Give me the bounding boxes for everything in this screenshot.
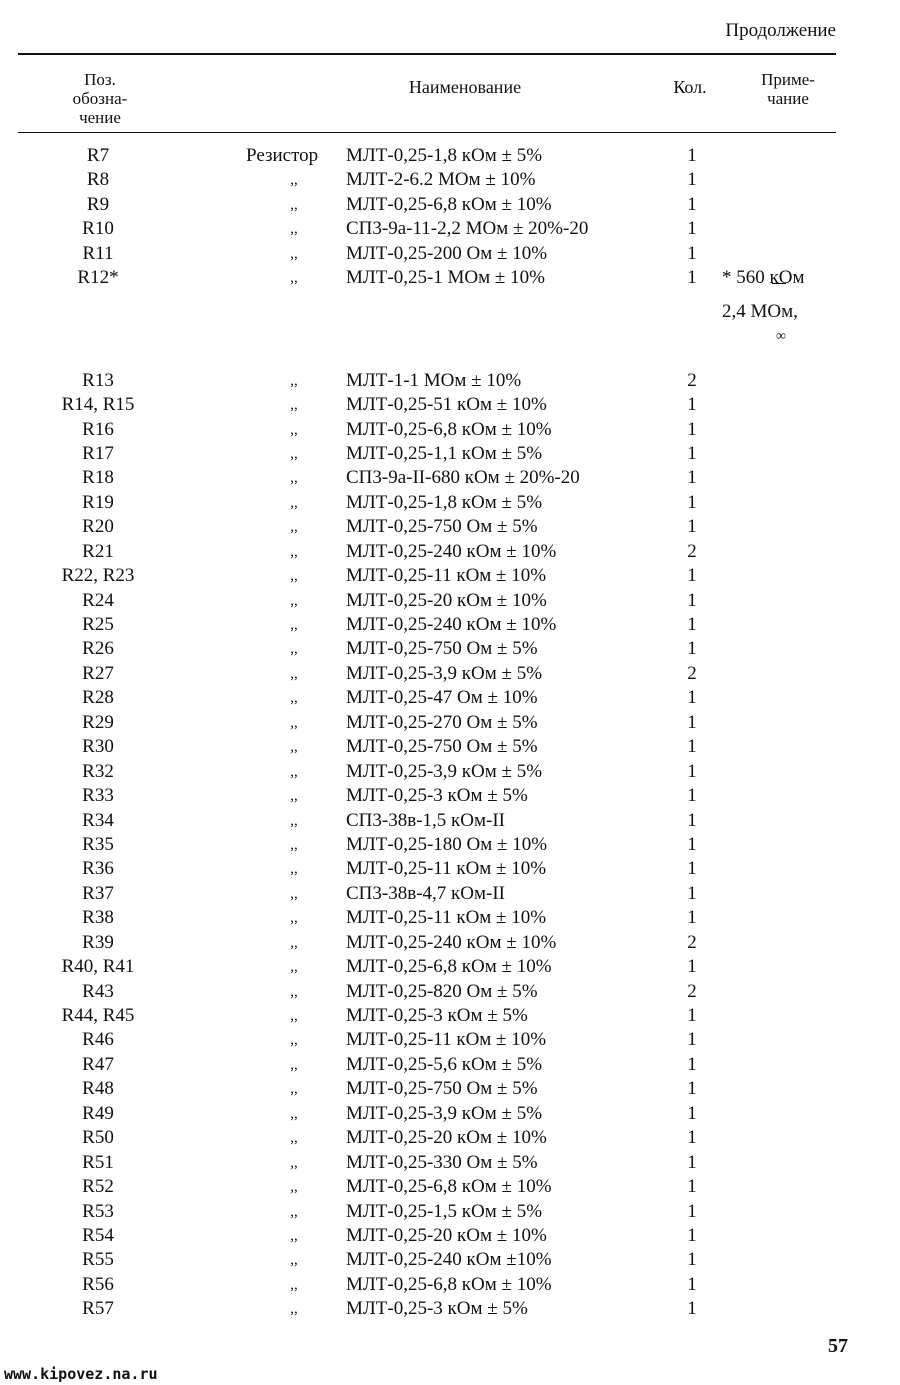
table-row bbox=[0, 540, 900, 564]
parts-table-body bbox=[0, 144, 900, 1322]
row-position: R52 bbox=[82, 1176, 114, 1198]
header-position-line1: Поз. bbox=[84, 70, 116, 89]
row-ditto-mark: ,, bbox=[290, 196, 298, 213]
row-name: МЛТ-0,25-240 кОм ± 10% bbox=[346, 614, 557, 635]
row-quantity: 1 bbox=[687, 1200, 697, 1222]
row-position: R35 bbox=[82, 833, 114, 855]
row-quantity: 1 bbox=[687, 145, 697, 166]
table-row bbox=[0, 1102, 900, 1126]
row-name: МЛТ-0,25-750 Ом ± 5% bbox=[346, 516, 538, 538]
row-ditto-mark: ,, bbox=[290, 397, 298, 414]
row-quantity: 2 bbox=[687, 662, 697, 684]
table-row bbox=[0, 589, 900, 613]
row-quantity: 1 bbox=[687, 1078, 697, 1100]
row-quantity: 1 bbox=[687, 1176, 697, 1198]
note-range-end: 2,4 МОм, bbox=[722, 300, 798, 322]
row-ditto-mark: ,, bbox=[290, 910, 298, 927]
row-quantity: 1 bbox=[687, 218, 697, 240]
row-name: МЛТ-0,25-200 Ом ± 10% bbox=[346, 242, 548, 264]
row-name: СП3-9а-II-680 кОм ± 20%-20 bbox=[346, 467, 580, 489]
table-row bbox=[0, 1151, 900, 1175]
row-position: R56 bbox=[82, 1273, 114, 1295]
header-note-line1: Приме- bbox=[761, 70, 815, 89]
row-ditto-mark: ,, bbox=[290, 1301, 298, 1318]
row-name: СП3-38в-4,7 кОм-II bbox=[346, 882, 505, 904]
row-position: R16 bbox=[82, 418, 114, 440]
row-position: R36 bbox=[82, 858, 114, 880]
row-position: R7 bbox=[86, 145, 110, 166]
row-quantity: 1 bbox=[687, 1224, 697, 1246]
row-position: R20 bbox=[82, 516, 114, 538]
row-ditto-mark: ,, bbox=[290, 714, 298, 731]
row-quantity: 1 bbox=[687, 442, 697, 464]
row-ditto-mark: ,, bbox=[290, 1081, 298, 1098]
row-quantity: 1 bbox=[687, 394, 697, 416]
row-name: СП3-38в-1,5 кОм-II bbox=[346, 809, 505, 831]
row-position: R37 bbox=[82, 882, 114, 904]
page-number: 57 bbox=[828, 1335, 848, 1357]
row-position: R46 bbox=[82, 1029, 114, 1051]
row-name: МЛТ-0,25-1,1 кОм ± 5% bbox=[346, 442, 543, 464]
table-row bbox=[0, 735, 900, 759]
row-name: МЛТ-0,25-6,8 кОм ± 10% bbox=[346, 1176, 552, 1198]
row-position: R39 bbox=[82, 931, 114, 953]
row-quantity: 2 bbox=[687, 980, 697, 1002]
row-ditto-mark: ,, bbox=[290, 763, 298, 780]
row-position: R38 bbox=[82, 907, 114, 929]
table-row bbox=[0, 466, 900, 490]
row-name: МЛТ-0,25-47 Ом ± 10% bbox=[346, 687, 538, 709]
row-ditto-mark: ,, bbox=[290, 739, 298, 756]
row-ditto-mark: ,, bbox=[290, 1130, 298, 1147]
row-ditto-mark: ,, bbox=[290, 270, 298, 287]
row-ditto-mark: ,, bbox=[290, 1154, 298, 1171]
row-ditto-mark: ,, bbox=[290, 470, 298, 487]
table-row bbox=[0, 906, 900, 930]
table-row bbox=[0, 980, 900, 1004]
row-ditto-mark: ,, bbox=[290, 617, 298, 633]
row-quantity: 1 bbox=[687, 833, 697, 855]
table-row bbox=[0, 393, 900, 417]
table-row bbox=[0, 1077, 900, 1101]
row-position: R26 bbox=[82, 638, 114, 660]
row-ditto-mark: ,, bbox=[290, 592, 298, 609]
row-name: МЛТ-0,25-6,8 кОм ± 10% bbox=[346, 1273, 552, 1295]
table-row bbox=[0, 217, 900, 241]
row-name: МЛТ-0,25-1,8 кОм ± 5% bbox=[346, 145, 543, 166]
table-row bbox=[0, 955, 900, 979]
row-position: R17 bbox=[82, 442, 114, 464]
table-row bbox=[0, 369, 900, 393]
table-row bbox=[0, 242, 900, 266]
row-position: R48 bbox=[82, 1078, 114, 1100]
table-row bbox=[0, 168, 900, 192]
table-row bbox=[0, 662, 900, 686]
row-position: R33 bbox=[82, 785, 114, 807]
table-row bbox=[0, 686, 900, 710]
row-position: R28 bbox=[82, 687, 114, 709]
row-ditto-mark: ,, bbox=[290, 172, 298, 189]
row-quantity: 1 bbox=[687, 736, 697, 758]
row-ditto-mark: ,, bbox=[290, 788, 298, 805]
table-row bbox=[0, 1297, 900, 1321]
row-quantity: 1 bbox=[687, 858, 697, 880]
row-name: МЛТ-0,25-3,9 кОм ± 5% bbox=[346, 662, 543, 684]
row-ditto-mark: ,, bbox=[290, 421, 298, 438]
row-ditto-mark: ,, bbox=[290, 1032, 298, 1049]
row-name: МЛТ-1-1 МОм ± 10% bbox=[346, 369, 522, 391]
row-name: МЛТ-0,25-3 кОм ± 5% bbox=[346, 1005, 528, 1026]
row-quantity: 1 bbox=[687, 614, 697, 635]
row-quantity: 1 bbox=[687, 1005, 697, 1026]
table-row bbox=[0, 1028, 900, 1052]
row-position: R30 bbox=[82, 736, 114, 758]
row-name: МЛТ-0,25-3,9 кОм ± 5% bbox=[346, 1102, 543, 1124]
table-row bbox=[0, 1053, 900, 1077]
note-continuation bbox=[0, 291, 900, 344]
row-name: МЛТ-0,25-1 МОм ± 10% bbox=[346, 267, 545, 289]
row-ditto-mark: ,, bbox=[290, 1008, 298, 1024]
row-position: R47 bbox=[82, 1053, 114, 1075]
row-name: МЛТ-0,25-6,8 кОм ± 10% bbox=[346, 193, 552, 215]
table-row bbox=[0, 1248, 900, 1272]
row-position: R44, R45 bbox=[61, 1005, 135, 1026]
row-quantity: 1 bbox=[687, 1053, 697, 1075]
table-header-rule bbox=[18, 132, 836, 133]
row-position: R21 bbox=[82, 540, 114, 562]
table-row bbox=[0, 931, 900, 955]
row-quantity: 1 bbox=[687, 491, 697, 513]
row-position: R27 bbox=[82, 662, 114, 684]
row-name: МЛТ-0,25-270 Ом ± 5% bbox=[346, 711, 538, 733]
table-row bbox=[0, 418, 900, 442]
row-position: R43 bbox=[82, 980, 114, 1002]
row-name: МЛТ-0,25-6,8 кОм ± 10% bbox=[346, 956, 552, 978]
table-row bbox=[0, 857, 900, 881]
row-position: R22, R23 bbox=[61, 565, 135, 587]
row-quantity: 1 bbox=[687, 1151, 697, 1173]
row-position: R32 bbox=[82, 760, 114, 782]
table-row bbox=[0, 564, 900, 588]
row-quantity: 2 bbox=[687, 931, 697, 953]
row-ditto-mark: ,, bbox=[290, 812, 298, 829]
table-row bbox=[0, 266, 900, 290]
row-quantity: 2 bbox=[687, 540, 697, 562]
header-name: Наименование bbox=[408, 77, 522, 97]
row-name: МЛТ-0,25-240 кОм ± 10% bbox=[346, 540, 557, 562]
row-quantity: 1 bbox=[687, 267, 697, 289]
row-ditto-mark: ,, bbox=[290, 221, 298, 238]
row-quantity: 1 bbox=[687, 1102, 697, 1124]
row-name: МЛТ-0,25-11 кОм ± 10% bbox=[346, 565, 547, 587]
table-row bbox=[0, 144, 900, 168]
header-note bbox=[738, 70, 838, 108]
row-quantity: 1 bbox=[687, 589, 697, 611]
row-position: R53 bbox=[82, 1200, 114, 1222]
note-dash bbox=[772, 283, 786, 284]
row-position: R54 bbox=[82, 1224, 114, 1246]
row-name: МЛТ-0,25-820 Ом ± 5% bbox=[346, 980, 538, 1002]
row-note: * 560 кОм bbox=[722, 267, 805, 289]
row-quantity: 2 bbox=[687, 369, 697, 391]
row-position: R13 bbox=[82, 369, 114, 391]
row-name: МЛТ-0,25-11 кОм ± 10% bbox=[346, 1029, 547, 1051]
row-name: МЛТ-0,25-1,5 кОм ± 5% bbox=[346, 1200, 543, 1222]
row-quantity: 1 bbox=[687, 418, 697, 440]
row-name: МЛТ-0,25-20 кОм ± 10% bbox=[346, 589, 547, 611]
website-watermark: www.kipovez.na.ru bbox=[4, 1365, 158, 1383]
row-position: R50 bbox=[82, 1127, 114, 1149]
row-position: R9 bbox=[86, 193, 110, 215]
row-position: R10 bbox=[82, 218, 114, 240]
table-row bbox=[0, 1004, 900, 1028]
row-position: R57 bbox=[82, 1298, 114, 1320]
row-ditto-mark: ,, bbox=[290, 836, 298, 853]
table-top-rule bbox=[18, 53, 836, 55]
header-position-line2: обозна- bbox=[72, 89, 128, 108]
row-position: R25 bbox=[82, 614, 114, 635]
row-ditto-mark: ,, bbox=[290, 445, 298, 462]
row-quantity: 1 bbox=[687, 169, 697, 191]
row-ditto-mark: ,, bbox=[290, 934, 298, 951]
row-name: СП3-9а-11-2,2 МОм ± 20%-20 bbox=[346, 218, 589, 240]
row-name: МЛТ-0,25-6,8 кОм ± 10% bbox=[346, 418, 552, 440]
row-name: МЛТ-0,25-20 кОм ± 10% bbox=[346, 1127, 547, 1149]
row-name: МЛТ-0,25-1,8 кОм ± 5% bbox=[346, 491, 543, 513]
row-quantity: 1 bbox=[687, 1029, 697, 1051]
table-row bbox=[0, 1126, 900, 1150]
row-ditto-mark: ,, bbox=[290, 543, 298, 560]
continued-label: Продолжение bbox=[725, 20, 836, 41]
row-ditto-mark: ,, bbox=[290, 1105, 298, 1122]
row-ditto-mark: ,, bbox=[290, 959, 298, 976]
row-quantity: 1 bbox=[687, 516, 697, 538]
row-quantity: 1 bbox=[687, 785, 697, 807]
row-quantity: 1 bbox=[687, 956, 697, 978]
row-ditto-mark: ,, bbox=[290, 885, 298, 902]
row-name: МЛТ-0,25-3 кОм ± 5% bbox=[346, 785, 528, 807]
row-name: МЛТ-0,25-20 кОм ± 10% bbox=[346, 1224, 547, 1246]
row-ditto-mark: ,, bbox=[290, 1276, 298, 1293]
row-ditto-mark: ,, bbox=[290, 519, 298, 536]
row-position: R24 bbox=[82, 589, 114, 611]
table-row bbox=[0, 515, 900, 539]
row-quantity: 1 bbox=[687, 193, 697, 215]
note-infinity: ∞ bbox=[776, 328, 786, 344]
table-row bbox=[0, 882, 900, 906]
table-row bbox=[0, 637, 900, 661]
row-quantity: 1 bbox=[687, 565, 697, 587]
row-position: R29 bbox=[82, 711, 114, 733]
row-quantity: 1 bbox=[687, 1127, 697, 1149]
row-ditto-mark: ,, bbox=[290, 861, 298, 878]
row-ditto-mark: ,, bbox=[290, 1179, 298, 1196]
row-ditto-mark: ,, bbox=[290, 690, 298, 707]
table-row bbox=[0, 193, 900, 217]
table-row bbox=[0, 833, 900, 857]
row-position: R49 bbox=[82, 1102, 114, 1124]
row-name: МЛТ-0,25-240 кОм ± 10% bbox=[346, 931, 557, 953]
header-note-line2: чание bbox=[767, 89, 809, 108]
row-quantity: 1 bbox=[687, 809, 697, 831]
row-name: МЛТ-2-6.2 МОм ± 10% bbox=[346, 169, 536, 191]
row-ditto-mark: ,, bbox=[290, 665, 298, 682]
row-ditto-mark: ,, bbox=[290, 1227, 298, 1244]
row-quantity: 1 bbox=[687, 882, 697, 904]
table-row bbox=[0, 491, 900, 515]
row-ditto-mark: ,, bbox=[290, 494, 298, 511]
row-quantity: 1 bbox=[687, 242, 697, 264]
table-row bbox=[0, 809, 900, 833]
table-row bbox=[0, 784, 900, 808]
table-row bbox=[0, 711, 900, 735]
row-name: МЛТ-0,25-3,9 кОм ± 5% bbox=[346, 760, 543, 782]
row-position: R12* bbox=[77, 267, 119, 289]
row-quantity: 1 bbox=[687, 711, 697, 733]
row-name: МЛТ-0,25-750 Ом ± 5% bbox=[346, 736, 538, 758]
row-ditto-mark: ,, bbox=[290, 983, 298, 1000]
row-position: R18 bbox=[82, 467, 114, 489]
row-ditto-mark: ,, bbox=[290, 1056, 298, 1073]
row-quantity: 1 bbox=[687, 638, 697, 660]
row-name: МЛТ-0,25-180 Ом ± 10% bbox=[346, 833, 548, 855]
row-prefix: Резистор bbox=[246, 145, 319, 166]
row-position: R55 bbox=[82, 1249, 114, 1271]
row-name: МЛТ-0,25-240 кОм ±10% bbox=[346, 1249, 552, 1271]
row-quantity: 1 bbox=[687, 907, 697, 929]
row-spacer bbox=[0, 339, 900, 369]
row-ditto-mark: ,, bbox=[290, 1252, 298, 1269]
row-quantity: 1 bbox=[687, 1249, 697, 1271]
table-row bbox=[0, 1200, 900, 1224]
table-row bbox=[0, 1273, 900, 1297]
row-ditto-mark: ,, bbox=[290, 641, 298, 658]
row-quantity: 1 bbox=[687, 687, 697, 709]
row-name: МЛТ-0,25-3 кОм ± 5% bbox=[346, 1298, 528, 1320]
row-name: МЛТ-0,25-750 Ом ± 5% bbox=[346, 638, 538, 660]
row-name: МЛТ-0,25-51 кОм ± 10% bbox=[346, 394, 547, 416]
row-position: R40, R41 bbox=[61, 956, 135, 978]
table-row bbox=[0, 442, 900, 466]
row-name: МЛТ-0,25-5,6 кОм ± 5% bbox=[346, 1053, 543, 1075]
table-row bbox=[0, 1175, 900, 1199]
row-position: R14, R15 bbox=[61, 394, 135, 416]
header-position-line3: чение bbox=[79, 108, 121, 127]
row-ditto-mark: ,, bbox=[290, 245, 298, 262]
row-quantity: 1 bbox=[687, 1298, 697, 1320]
row-quantity: 1 bbox=[687, 467, 697, 489]
row-position: R34 bbox=[82, 809, 114, 831]
row-name: МЛТ-0,25-750 Ом ± 5% bbox=[346, 1078, 538, 1100]
header-position bbox=[40, 70, 160, 127]
row-quantity: 1 bbox=[687, 1273, 697, 1295]
table-row bbox=[0, 1224, 900, 1248]
row-quantity: 1 bbox=[687, 760, 697, 782]
row-name: МЛТ-0,25-11 кОм ± 10% bbox=[346, 858, 547, 880]
row-ditto-mark: ,, bbox=[290, 568, 298, 585]
row-position: R11 bbox=[82, 242, 114, 264]
table-row bbox=[0, 613, 900, 637]
row-position: R19 bbox=[82, 491, 114, 513]
row-name: МЛТ-0,25-11 кОм ± 10% bbox=[346, 907, 547, 929]
row-position: R8 bbox=[86, 169, 110, 191]
table-row bbox=[0, 760, 900, 784]
header-quantity: Кол. bbox=[673, 77, 707, 97]
row-ditto-mark: ,, bbox=[290, 372, 298, 389]
row-ditto-mark: ,, bbox=[290, 1203, 298, 1220]
row-position: R51 bbox=[82, 1151, 114, 1173]
row-name: МЛТ-0,25-330 Ом ± 5% bbox=[346, 1151, 538, 1173]
